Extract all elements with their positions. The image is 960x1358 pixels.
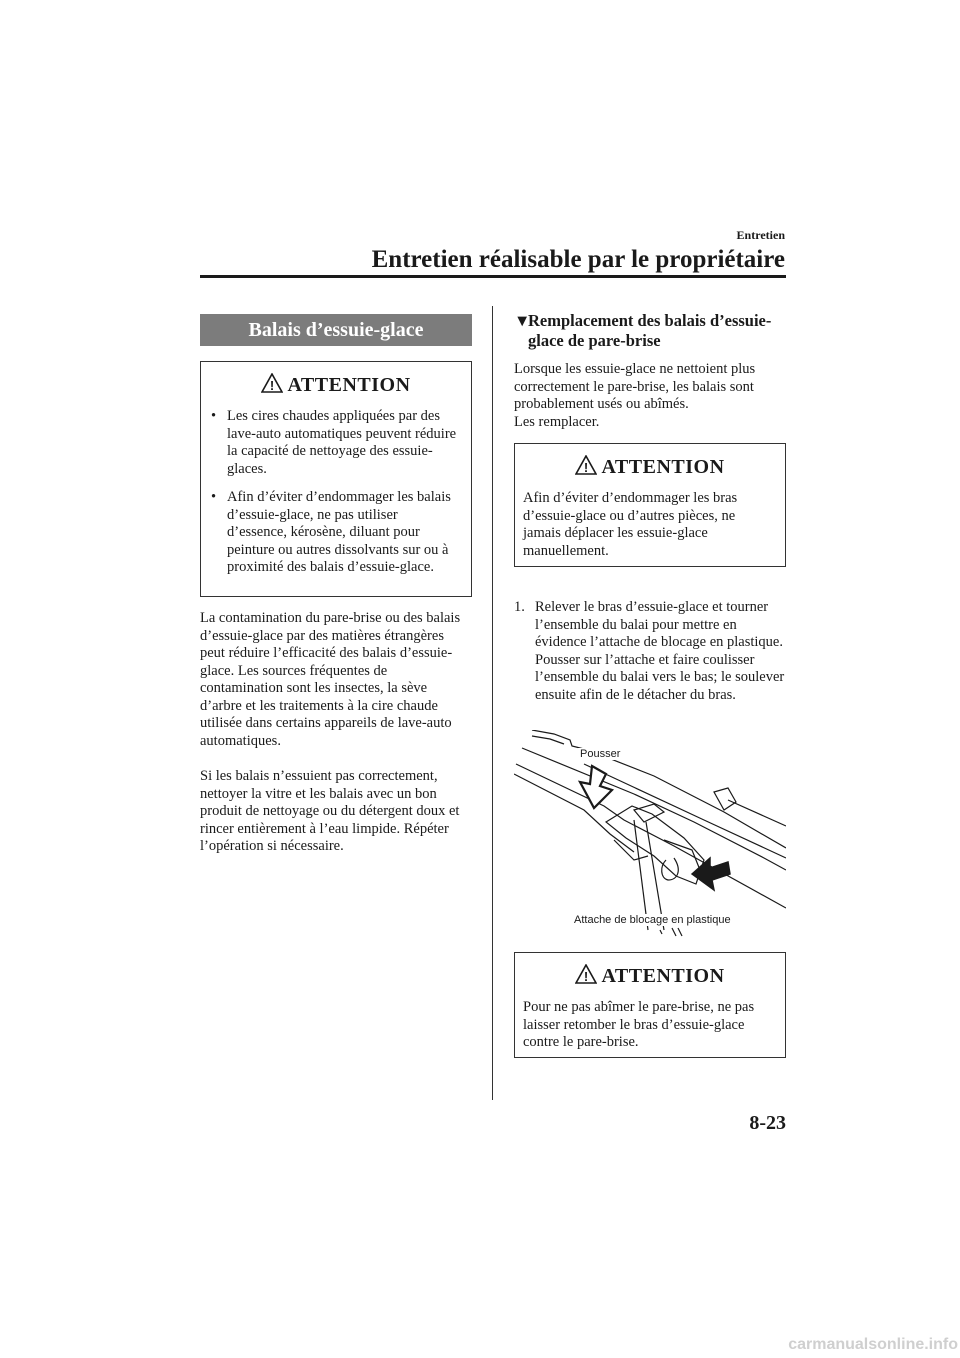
warning-triangle-icon [261,372,283,402]
step-number: 1. [514,599,525,615]
subheading: ▼ Remplacement des balais d’essuie-glace de pare-brise [514,311,772,350]
watermark: carmanualsonline.info [788,1336,958,1353]
page-title: Entretien réalisable par le propriétaire [371,246,785,273]
section-label: Entretien [736,228,785,242]
warning-triangle-icon [575,963,597,993]
svg-text:!: ! [270,378,275,393]
figure-label-push: Pousser [580,748,621,760]
attention-heading: ! ATTENTION [515,452,785,482]
attention-heading: ! ATTENTION [515,961,785,991]
body-paragraph: Si les balais n’essuient pas correctement, nettoyer la vitre et les balais avec un bon produit de nettoyage ou du détergent doux et rincer entièrement à l’eau limpide. Répéter l’opération si nécessaire. [200,768,460,854]
attention-text: Pour ne pas abîmer le pare-brise, ne pas laisser retomber le bras d’essuie-glace contre le pare-brise. [523,999,755,1050]
attention-text: Afin d’éviter d’endommager les bras d’essuie-glace ou d’autres pièces, ne jamais déplacer les essuie-glace manuellement. [523,490,738,559]
attention-heading: ! ATTENTION [201,370,471,400]
section-banner: Balais d’essuie-glace [200,314,472,346]
header-rule [200,275,786,278]
step-text: Pousser sur l’attache et faire coulisser l’ensemble du balai vers le bas; le soulever ensuite afin de le détacher du bras. [535,651,785,703]
attention-bullet: • Les cires chaudes appliquées par des lave-auto automatiques peuvent réduire la capacité de nettoyage des essuie-glaces. [211,408,457,477]
down-triangle-icon: ▼ [514,311,531,330]
svg-text:!: ! [584,969,589,984]
column-divider [492,306,493,1100]
bullet-icon: • [211,489,217,505]
attention-box-2 [514,443,786,567]
svg-text:!: ! [584,460,589,475]
intro-paragraph: Les remplacer. [514,413,600,430]
figure-label-clip: Attache de blocage en plastique [574,914,731,926]
attention-box-3 [514,952,786,1058]
bullet-icon: • [211,408,217,424]
step-text: Relever le bras d’essuie-glace et tourner l’ensemble du balai pour mettre en évidence l’attache de blocage en plastique. [535,599,783,650]
attention-bullet: • Afin d’éviter d’endommager les balais d’essuie-glace, ne pas utiliser d’essence, kérosène, diluant pour peinture ou autres dissolvants sur ou à proximité des balais d’essuie-glace. [211,489,451,575]
attention-box-1 [200,361,472,597]
push-arrow-icon [580,766,612,808]
warning-triangle-icon [575,454,597,484]
body-paragraph: La contamination du pare-brise ou des balais d’essuie-glace par des matières étrangères peut réduire l’efficacité des balais d’essuie-glace. Les sources fréquentes de contamination sont les insectes, la sève d’arbre et les traitements à la cire chaude utilisée dans certains appareils de lave-auto automatiques. [200,610,461,749]
page-number: 8-23 [749,1112,786,1134]
intro-paragraph: Lorsque les essuie-glace ne nettoient plus correctement le pare-brise, les balais sont probablement usés ou abîmés. [514,361,756,412]
step-1 [514,599,786,704]
wiper-illustration [514,730,786,940]
wiper-figure [514,730,786,940]
